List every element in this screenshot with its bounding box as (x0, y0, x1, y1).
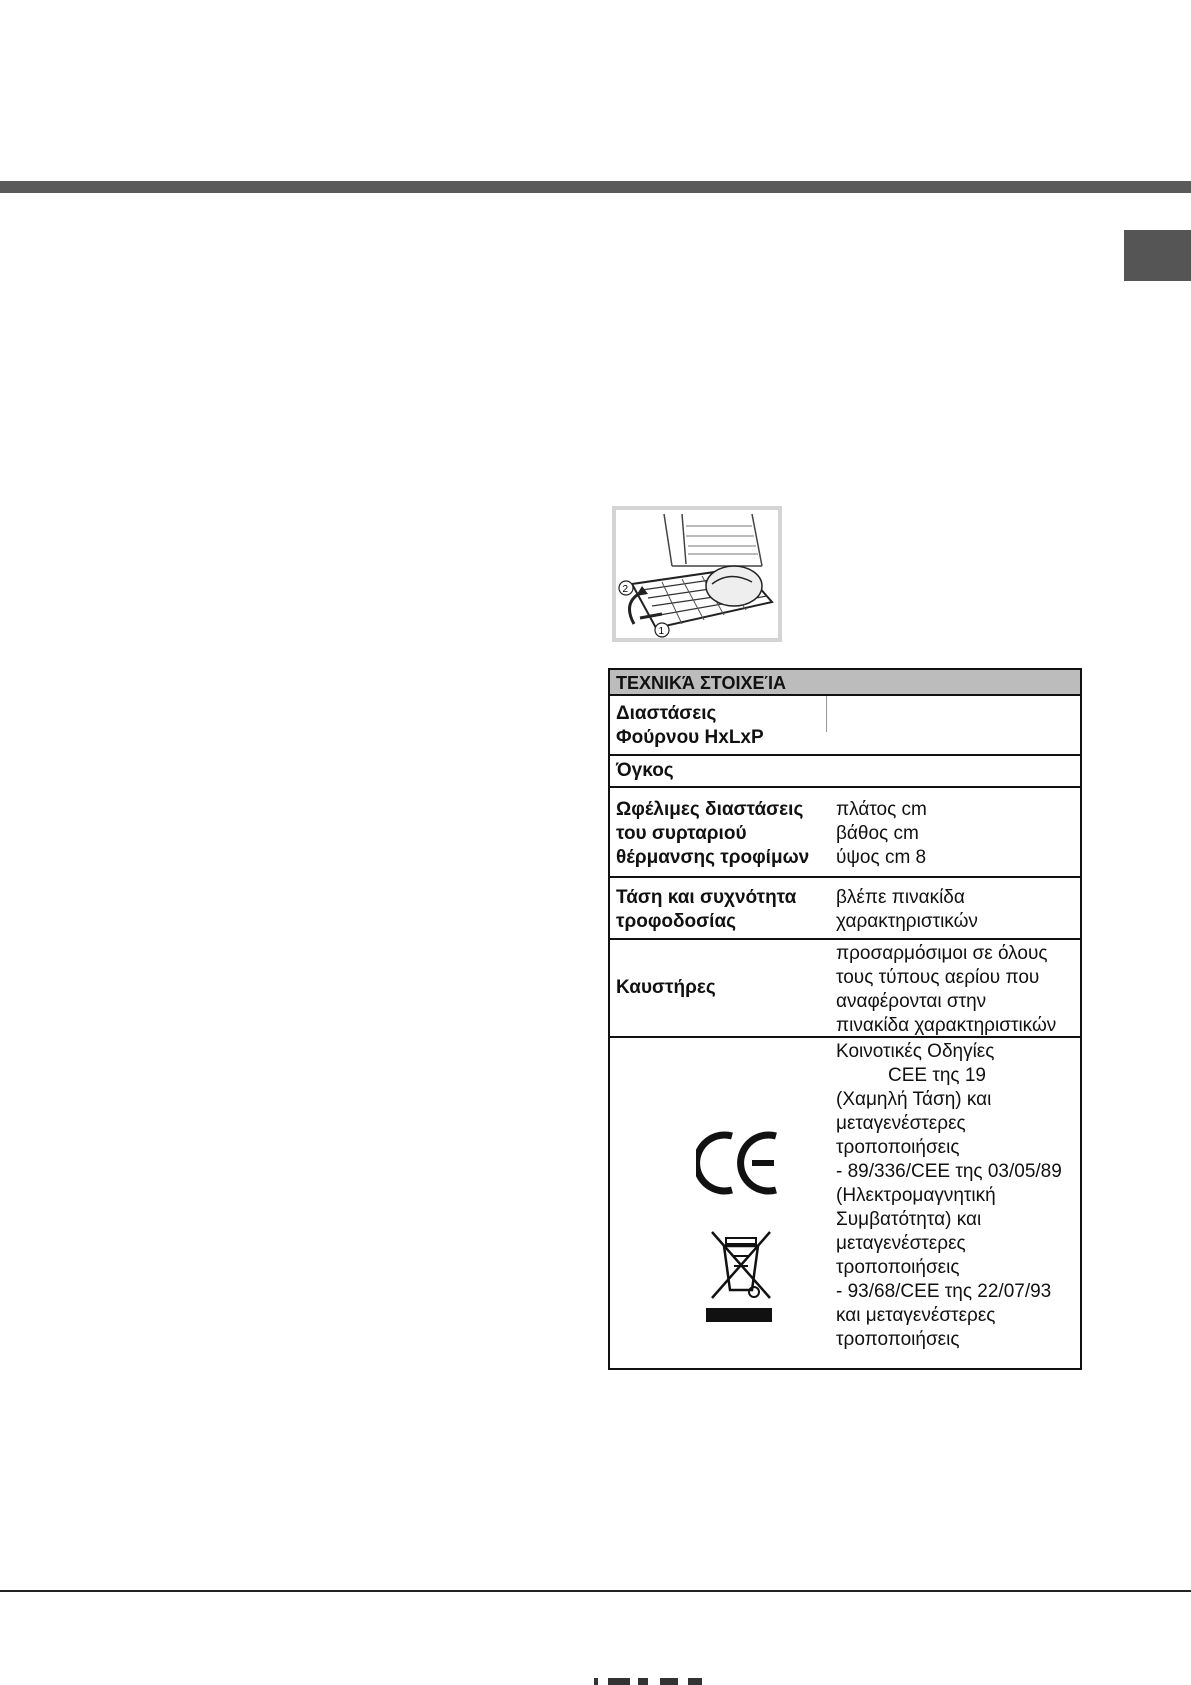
row-value: βλέπε πινακίδα χαρακτηριστικών (836, 887, 978, 932)
technical-data-table (608, 668, 1082, 1370)
footer-rule (0, 1590, 1191, 1592)
row-value: Κοινοτικές Οδηγίες CEE της 19 (Χαμηλή Τάση) και μεταγενέστερες τροποποιήσεις - 89/336/CEE της 03/05/89 (Ηλεκτρομαγνητική Συμβατότητα) και μεταγενέστερες τροποποιήσεις - 93/68/CEE της 22/07/93 και μεταγενέστερες τροποποιήσεις (836, 1041, 1062, 1350)
row-label: Όγκος (616, 760, 674, 781)
table-row (610, 756, 1080, 788)
row-value: πλάτος cm βάθος cm ύψος cm 8 (836, 799, 927, 868)
table-title: ΤΕΧΝΙΚΆ ΣΤΟΙΧΕΊΑ (616, 673, 787, 693)
step-1-label: 1 (658, 626, 665, 637)
oven-rack-illustration (612, 506, 782, 642)
header-bar (0, 181, 1191, 193)
footer-logo-fragment (594, 1676, 724, 1685)
table-row (610, 940, 1080, 1038)
step-2-label: 2 (622, 584, 629, 595)
table-row (610, 878, 1080, 940)
table-header (610, 670, 1080, 696)
ce-mark-icon (696, 1128, 782, 1203)
table-row (610, 788, 1080, 878)
row-label: Τάση και συχνότητα τροφοδοσίας (616, 887, 797, 932)
row-value: προσαρμόσιμοι σε όλους τους τύπους αερίου που αναφέρονται στην πινακίδα χαρακτηριστικών (836, 943, 1057, 1036)
table-row (610, 696, 1080, 756)
row-label: Ωφέλιμες διαστάσεις του συρταριού θέρμανσης τροφίμων (616, 799, 810, 868)
crossed-bin-icon (706, 1226, 776, 1331)
row-label: Διαστάσεις Φούρνου HxLxP (616, 703, 764, 748)
table-row (610, 1038, 1080, 1368)
row-label: Καυστήρες (616, 977, 716, 998)
language-tab (1124, 230, 1191, 281)
